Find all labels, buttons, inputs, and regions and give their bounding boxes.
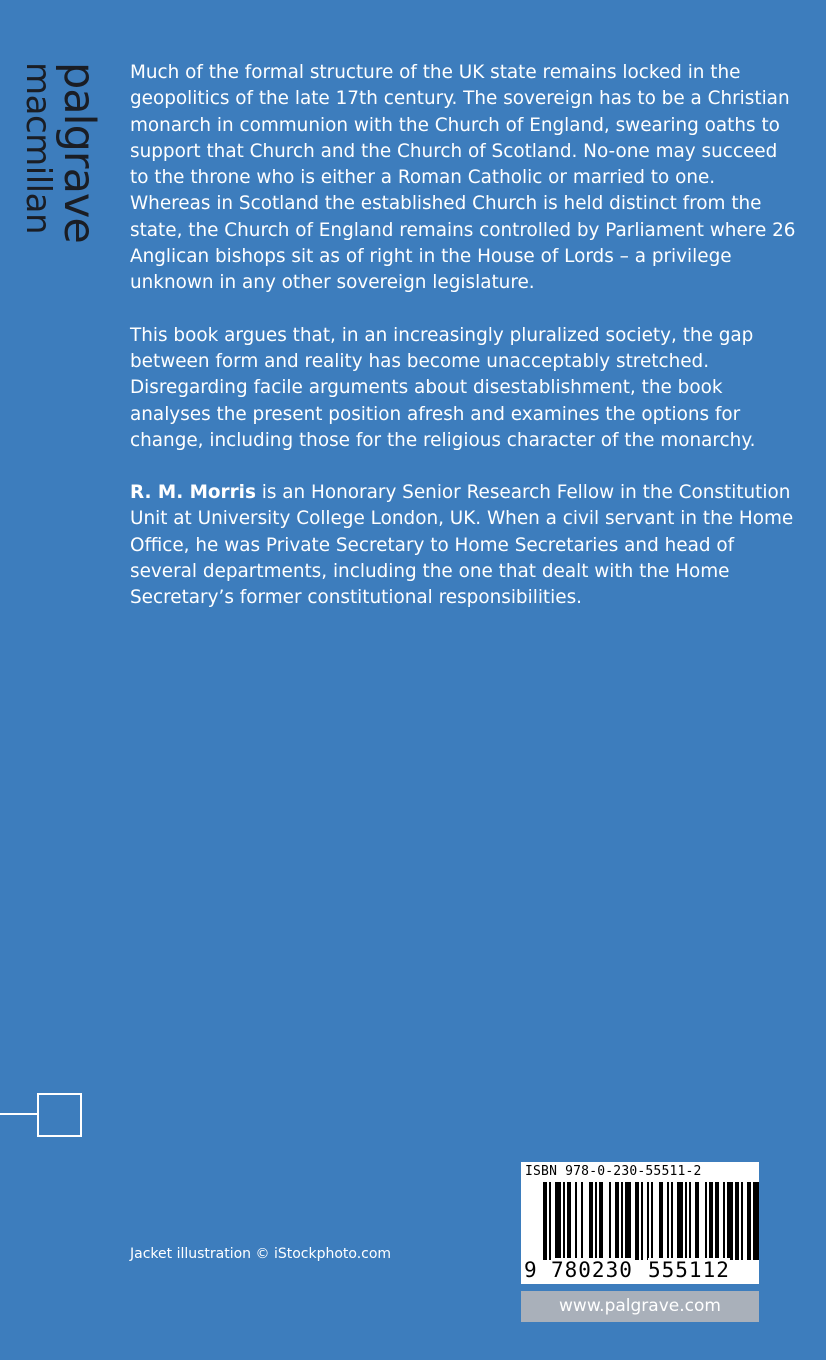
barcode-bar [567, 1182, 571, 1260]
logo-line-palgrave: palgrave [54, 62, 104, 243]
barcode-bar [685, 1182, 687, 1260]
barcode-bar [555, 1182, 561, 1260]
barcode-bar [595, 1182, 597, 1260]
barcode-bar [705, 1182, 707, 1260]
barcode-bar [625, 1182, 631, 1260]
barcode-bar [563, 1182, 565, 1260]
barcode-bar [589, 1182, 593, 1260]
barcode-bar [647, 1182, 649, 1260]
barcode-bar [671, 1182, 673, 1260]
barcode-bar [747, 1182, 751, 1260]
website-url: www.palgrave.com [521, 1291, 759, 1322]
barcode-bar [549, 1182, 551, 1260]
barcode-bar [753, 1182, 759, 1260]
barcode-digit-first: 9 [524, 1258, 538, 1282]
barcode-bar [689, 1182, 691, 1260]
barcode-bar [635, 1182, 639, 1260]
logo-line-macmillan: macmillan [18, 62, 58, 234]
author-bio-paragraph [130, 480, 800, 611]
jacket-credit: Jacket illustration © iStockphoto.com [130, 1246, 392, 1262]
barcode-digits-right: 555112 [648, 1258, 730, 1282]
barcode-bar [735, 1182, 739, 1260]
author-bio-text: is an Honorary Senior Research Fellow in the Constitution Unit at University College London, UK. When a civil servant in the Home Office, he was Private Secretary to Home Secretaries and head of several departments, including the one that dealt with the Home Secretary’s former constitutional responsibilities. [130, 482, 794, 609]
blurb-paragraph-2: This book argues that, in an increasingly pluralized society, the gap between form and reality has become unacceptably stretched. Disregarding facile arguments about disestablishment, the book analyses the present position afresh and examines the options for change, including those for the religious character of the monarchy. [130, 324, 756, 451]
decorative-square [37, 1093, 82, 1137]
barcode-bar [641, 1182, 643, 1260]
barcode-bar [599, 1182, 603, 1260]
barcode-bar [651, 1182, 653, 1260]
barcode-bar [621, 1182, 623, 1260]
barcode-bar [677, 1182, 683, 1260]
blurb-paragraph-1: Much of the formal structure of the UK state remains locked in the geopolitics of the late 17th century. The sovereign has to be a Christian monarch in communion with the Church of England, swearing oaths to support that Church and the Church of Scotland. No-one may succeed to the throne who is either a Roman Catholic or married to one. Whereas in Scotland the established Church is held distinct from the state, the Church of England remains controlled by Parliament where 26 Anglican bishops sit as of right in the House of Lords – a privilege unknown in any other sovereign legislature. [130, 62, 796, 294]
barcode-bar [695, 1182, 699, 1260]
back-cover-blurb [130, 60, 800, 638]
isbn-label: ISBN 978-0-230-55511-2 [525, 1164, 702, 1179]
barcode-bar [659, 1182, 663, 1260]
barcode-bar [727, 1182, 733, 1260]
barcode-bar [581, 1182, 583, 1260]
barcode-bar [715, 1182, 719, 1260]
author-name: R. M. Morris [130, 482, 256, 504]
barcode-bar [615, 1182, 619, 1260]
barcode-bar [543, 1182, 547, 1260]
barcode-bar [709, 1182, 713, 1260]
barcode-digits-left: 780230 [551, 1258, 633, 1282]
barcode-bar [723, 1182, 725, 1260]
barcode-bar [575, 1182, 577, 1260]
isbn-barcode [521, 1162, 759, 1284]
barcode-bar [741, 1182, 743, 1260]
publisher-logo [18, 62, 104, 257]
barcode-bar [667, 1182, 669, 1260]
barcode-bar [609, 1182, 611, 1260]
decorative-line [0, 1113, 38, 1115]
